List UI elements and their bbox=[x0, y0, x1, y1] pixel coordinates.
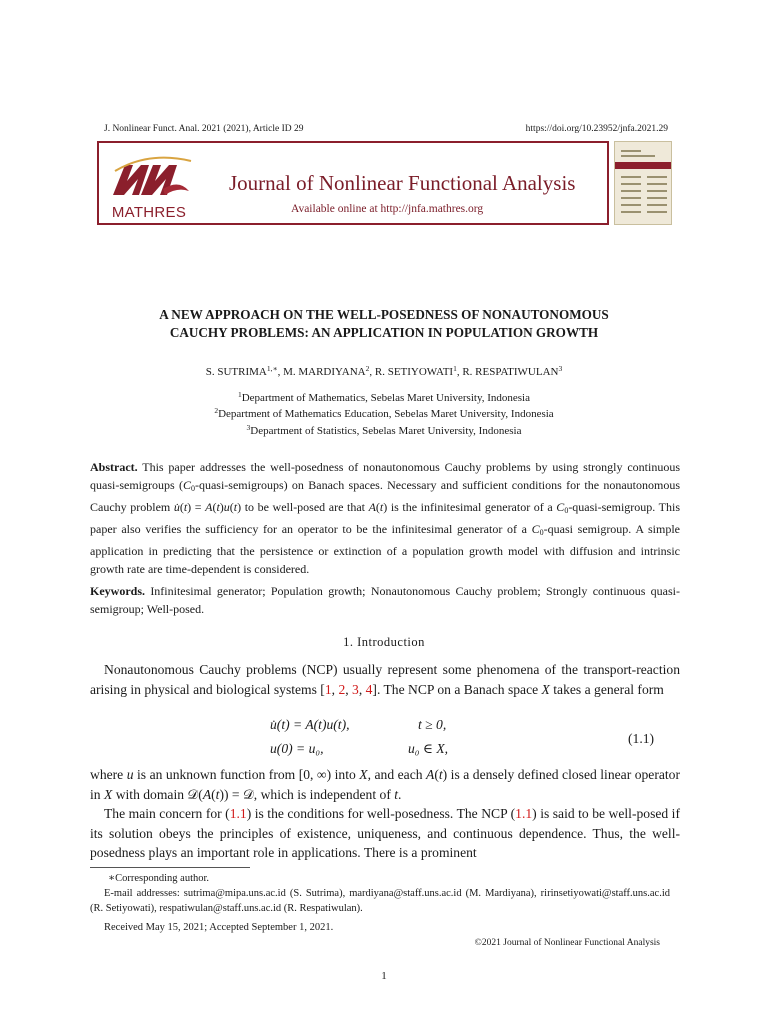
journal-cover-thumbnail bbox=[614, 141, 672, 225]
author-mark: 1 bbox=[453, 364, 457, 373]
author: M. MARDIYANA bbox=[283, 366, 366, 378]
keywords bbox=[90, 582, 680, 618]
affiliation bbox=[0, 423, 768, 437]
mathres-logo-icon bbox=[105, 151, 193, 203]
abstract-label: Abstract. bbox=[90, 460, 138, 474]
paper-title-line-1: A NEW APPROACH ON THE WELL-POSEDNESS OF NONAUTONOMOUS bbox=[159, 307, 609, 322]
author-mark: 1,∗ bbox=[266, 364, 278, 373]
equation-link[interactable]: 1.1 bbox=[515, 806, 533, 821]
author-mark: 3 bbox=[558, 364, 563, 373]
journal-title: Journal of Nonlinear Functional Analysis bbox=[229, 171, 576, 195]
publisher-name: MATHRES bbox=[111, 204, 187, 221]
footnote-rule bbox=[90, 867, 250, 868]
affiliation bbox=[0, 390, 768, 404]
running-header-citation: J. Nonlinear Funct. Anal. 2021 (2021), Article ID 29 bbox=[104, 124, 304, 134]
affiliation-mark: 1 bbox=[237, 390, 242, 399]
equation-line-1-lhs: u̇(t) = A(t)u(t), bbox=[270, 717, 350, 732]
abstract: Abstract. This paper addresses the well-posedness of nonautonomous Cauchy problems by using strongly continuous quasi-semigroups $(C_0-quasi-semigroups)$ on Banach spaces. Necessary and sufficient conditions for the nonautonomous Cauchy problem u̇(t) = A(t)u(t) to be well-posed are that A(t) is the infinitesimal generator of a $C_0-quasi$-semigroup. This paper also verifies the sufficiency for an operator to be the infinitesimal generator of a $C_0$-quasi semigroup. A simple application in predicting that the persistence or extinction of a population growth model with diffusion and intrinsic growth rate are time-dependent is considered. bbox=[90, 460, 681, 576]
author: R. SETIYOWATI bbox=[374, 366, 454, 378]
journal-website[interactable]: Available online at http://jnfa.mathres.org bbox=[291, 203, 484, 215]
affiliation-text: Department of Mathematics Education, Sebelas Maret University, Indonesia bbox=[218, 408, 554, 420]
equation-line-2-lhs: u(0) = u₀, bbox=[270, 741, 324, 756]
keywords-label: Keywords. bbox=[90, 584, 145, 598]
author-list: S. $SUTRIMA^{1,∗}$, M. MARDIYANA$^2$, R. SETIYOWATI$^1$, R. RESPATIWULAN$^3$ bbox=[205, 364, 563, 378]
affiliation-text: Department of Mathematics, Sebelas Maret University, Indonesia bbox=[241, 392, 530, 404]
equation-link[interactable]: 1.1 bbox=[229, 806, 247, 821]
page-number: 1 bbox=[381, 970, 387, 982]
author: S. SUTRIMA bbox=[205, 366, 267, 378]
running-header-doi[interactable]: https://doi.org/10.23952/jnfa.2021.29 bbox=[525, 124, 668, 134]
footnote-corresponding: ∗Corresponding author. bbox=[108, 873, 210, 884]
equation-line-1-rhs: t ≥ 0, bbox=[418, 717, 447, 732]
author: R. RESPATIWULAN bbox=[462, 366, 559, 378]
citation-link[interactable]: 1 bbox=[324, 681, 332, 697]
section-heading: 1. Introduction bbox=[343, 635, 425, 649]
footnote-emails: E-mail addresses: sutrima@mipa.uns.ac.id (S. Sutrima), mardiyana@staff.uns.ac.id (M. Mardiyana), ririnsetiyowati@staff.uns.ac.id (R. Setiyowati), respatiwulan@staff.uns.ac.id (R. Respatiwulan). bbox=[90, 888, 670, 914]
citation-link[interactable]: 2 bbox=[338, 681, 346, 697]
affiliation-text: Department of Statistics, Sebelas Maret University, Indonesia bbox=[250, 425, 522, 437]
mathres-logo bbox=[105, 151, 193, 221]
intro-paragraph: Nonautonomous Cauchy problems (NCP) usually represent some phenomena of the transport-reaction arising in physical and biological systems [1, 2, 3, 4]. The NCP on a Banach space X takes a general form bbox=[90, 662, 680, 697]
affiliation bbox=[0, 406, 768, 420]
paper-title-line-2: CAUCHY PROBLEMS: AN APPLICATION IN POPULATION GROWTH bbox=[169, 325, 599, 340]
intro-paragraph: where u is an unknown function from [0, ∞) into X, and each A(t) is a densely defined closed linear operator in X with domain 𝒟(A(t)) = 𝒟, which is independent of t. bbox=[90, 767, 681, 802]
journal-banner bbox=[97, 141, 609, 225]
footnote-received: Received May 15, 2021; Accepted September 1, 2021. bbox=[104, 922, 334, 933]
affiliation-mark: 3 bbox=[246, 423, 251, 432]
paper-title bbox=[0, 306, 768, 342]
affiliation-mark: 2 bbox=[214, 406, 219, 415]
copyright-notice: ©2021 Journal of Nonlinear Functional Analysis bbox=[474, 938, 660, 948]
equation-line-2-rhs: u₀ ∈ X, bbox=[408, 741, 449, 756]
citation-link[interactable]: 3 bbox=[352, 681, 359, 697]
intro-paragraph: The main concern for (1.1) is the conditions for well-posedness. The NCP (1.1) is said to be well-posed if its solution obeys the principles of existence, uniqueness, and continuous dependence. Thus, the well-posedness plays an important role in applications. There is a prominent bbox=[90, 806, 680, 860]
keywords-text: Infinitesimal generator; Population growth; Nonautonomous Cauchy problem; Strongly continuous quasi-semigroup; Well-posed. bbox=[90, 584, 680, 616]
author-mark: 2 bbox=[365, 364, 370, 373]
citation-link[interactable]: 4 bbox=[365, 681, 373, 697]
equation-number: (1.1) bbox=[628, 731, 655, 746]
